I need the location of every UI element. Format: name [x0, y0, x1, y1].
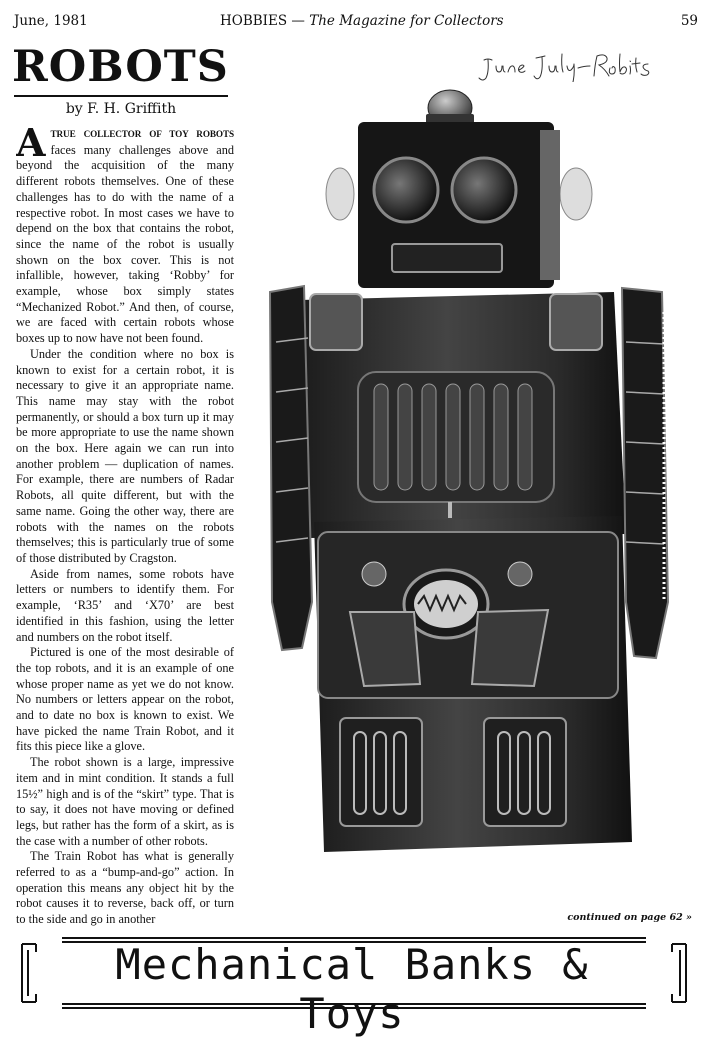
- article-paragraph: Pictured is one of the most desirable of the top robots, and it is an example of one whose proper name as yet we do not know. No numbers or letters appear on the robot, and to date no box is known to exist. We have picked the name Train Robot, and it fits this piece like a glove.: [16, 645, 234, 754]
- section-banner-title: Mechanical Banks & Toys: [115, 940, 589, 1038]
- running-header: [14, 13, 698, 31]
- magazine-subtitle: The Magazine for Collectors: [309, 13, 504, 29]
- lead-in: TRUE COLLECTOR OF TOY ROBOTS: [50, 129, 234, 139]
- article-paragraph: The robot shown is a large, impressive item and in mint condition. It stands a full 15½” high and is of the “skirt” type. That is to say, it does not have moving or defined legs, but rather has the form of a skirt, as is the case with a number of other robots.: [16, 755, 234, 848]
- magazine-name: [220, 13, 504, 29]
- drop-cap: A: [16, 126, 46, 165]
- title-rule: [14, 95, 228, 97]
- page-number: 59: [680, 13, 698, 29]
- article-paragraph: [16, 126, 234, 347]
- magazine-title: HOBBIES —: [220, 13, 305, 29]
- issue-date: June, 1981: [14, 13, 88, 29]
- article-paragraph: The Train Robot has what is generally referred to as a “bump-and-go” action. In operation this means any object hit by the robot causes it to reverse, back off, or turn to the side and go in another: [16, 849, 234, 927]
- article-title: ROBOTS: [12, 42, 229, 92]
- paragraph-text: faces many challenges above and beyond the acquisition of the many different robots themselves. One of these challenges has to do with the name of a respective robot. In most cases we have to depend on the box that contains the robot, since the name of the robot is usually shown on the box cover. This is not infallible, however, taking ‘Robby’ for example, whose box simply states “Mechanized Robot.” And then, of course, we are faced with certain robots whose boxes up to now have not been found.: [16, 142, 234, 346]
- robot-photo: [254, 82, 700, 882]
- article-body: [16, 126, 234, 934]
- article-paragraph: Under the condition where no box is known to exist for a certain robot, it is necessary to give it an appropriate name. This name may stay with the robot permanently, or should a box turn up it may be more appropriate to use the name shown on the box. Here again we can run into another problem — duplication of names. For example, there are numbers of Radar Robots, all quite different, but with the same name. Going the other way, there are robots with the names on the robots themselves; this is particularly true of some of those distributed by Cragston.: [16, 346, 234, 565]
- article-paragraph: Aside from names, some robots have letters or numbers to identify them. For example, ‘R35’ and ‘X70’ are best identified in this fashion, using the letter and numbers on the robot itself.: [16, 566, 234, 644]
- byline: by F. H. Griffith: [65, 101, 177, 117]
- continued-notice: continued on page 62 »: [567, 912, 692, 923]
